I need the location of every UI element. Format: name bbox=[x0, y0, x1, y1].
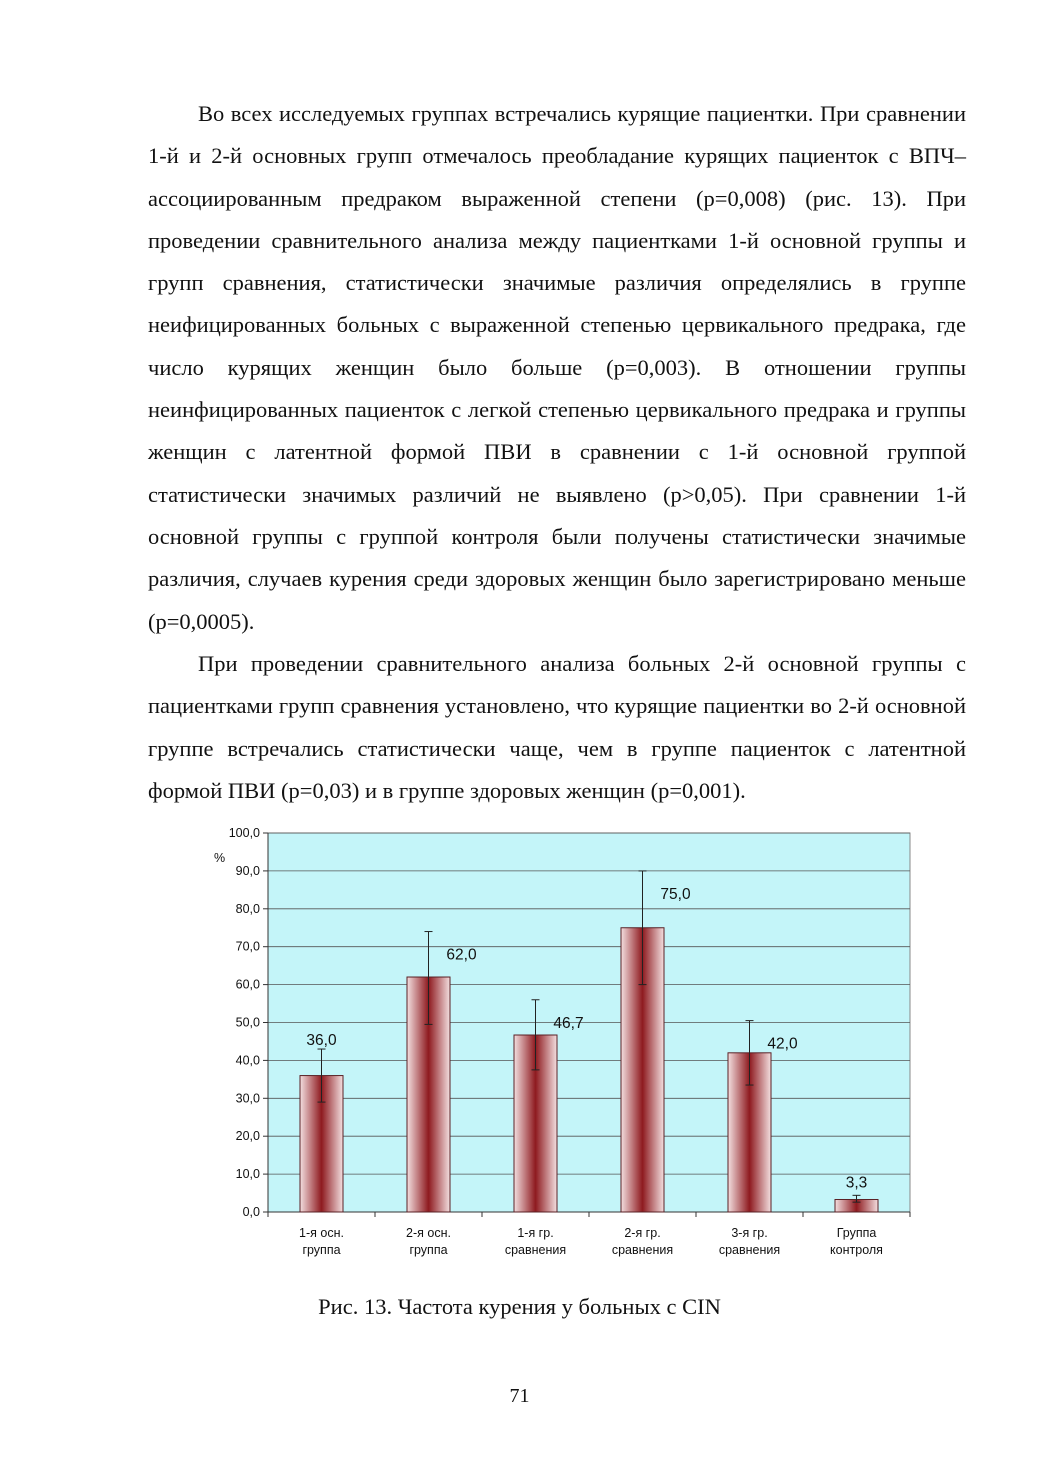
y-tick-label: 60,0 bbox=[235, 977, 260, 992]
x-tick-label: 1-я гр. bbox=[517, 1226, 554, 1240]
y-tick-label: 20,0 bbox=[235, 1129, 260, 1144]
y-tick-label: 40,0 bbox=[235, 1053, 260, 1068]
data-label: 62,0 bbox=[446, 946, 477, 964]
y-tick-label: 50,0 bbox=[235, 1015, 260, 1030]
x-tick-label: 2-я гр. bbox=[624, 1226, 661, 1240]
data-label: 36,0 bbox=[306, 1032, 337, 1050]
x-tick-label: сравнения bbox=[504, 1243, 567, 1257]
y-tick-label: 80,0 bbox=[235, 901, 260, 916]
y-tick-label: 90,0 bbox=[235, 863, 260, 878]
x-tick-label: Группа bbox=[836, 1226, 877, 1240]
paragraph-1: Во всех исследуемых группах встречались курящие пациентки. При сравнении 1-й и 2-й основных групп отмечалось преобладание курящих пациенток с ВПЧ–ассоциированным предраком выраженной степени (р=0,008) (рис. 13). При проведении сравнительного анализа между пациентками 1-й основной группы и групп сравнения, статистически значимые различия определялись в группе неифицированных больных с выраженной степенью цервикального предрака, где число курящих женщин было больше (р=0,003). В отношении группы неинфицированных пациенток с легкой степенью цервикального предрака и группы женщин с латентной формой ПВИ в сравнении с 1-й основной группой статистически значимых различий не выявлено (р>0,05). При сравнении 1-й основной группы с группой контроля были получены статистически значимые различия, случаев курения среди здоровых женщин было зарегистрировано меньше (р=0,0005). bbox=[148, 101, 966, 634]
x-tick-label: сравнения bbox=[611, 1243, 674, 1257]
x-tick-label: 1-я осн. bbox=[299, 1226, 344, 1240]
data-label: 46,7 bbox=[553, 1014, 584, 1032]
paragraph-2: При проведении сравнительного анализа больных 2-й основной группы с пациентками групп сравнения установлено, что курящие пациентки во 2-й основной группе встречались статистически чаще, чем в группе пациенток с латентной формой ПВИ (р=0,03) и в группе здоровых женщин (р=0,001). bbox=[148, 651, 966, 803]
data-label: 42,0 bbox=[767, 1035, 798, 1053]
figure-caption: Рис. 13. Частота курения у больных с CIN bbox=[318, 1294, 721, 1319]
x-tick-label: группа bbox=[302, 1243, 341, 1257]
y-axis-label: % bbox=[214, 851, 226, 865]
y-tick-label: 30,0 bbox=[235, 1091, 260, 1106]
data-label: 3,3 bbox=[845, 1174, 868, 1192]
y-tick-label: 0,0 bbox=[242, 1205, 260, 1219]
x-tick-label: 2-я осн. bbox=[406, 1226, 451, 1240]
data-label: 75,0 bbox=[660, 885, 691, 903]
y-tick-label: 100,0 bbox=[228, 826, 260, 840]
page-number: 71 bbox=[509, 1385, 530, 1407]
chart-svg bbox=[200, 822, 930, 1267]
x-tick-label: 3-я гр. bbox=[731, 1226, 768, 1240]
y-tick-label: 70,0 bbox=[235, 939, 260, 954]
x-tick-label: группа bbox=[409, 1243, 448, 1257]
smoking-frequency-chart bbox=[200, 822, 930, 1267]
x-tick-label: сравнения bbox=[718, 1243, 781, 1257]
y-tick-label: 10,0 bbox=[235, 1167, 260, 1182]
x-tick-label: контроля bbox=[830, 1243, 883, 1257]
